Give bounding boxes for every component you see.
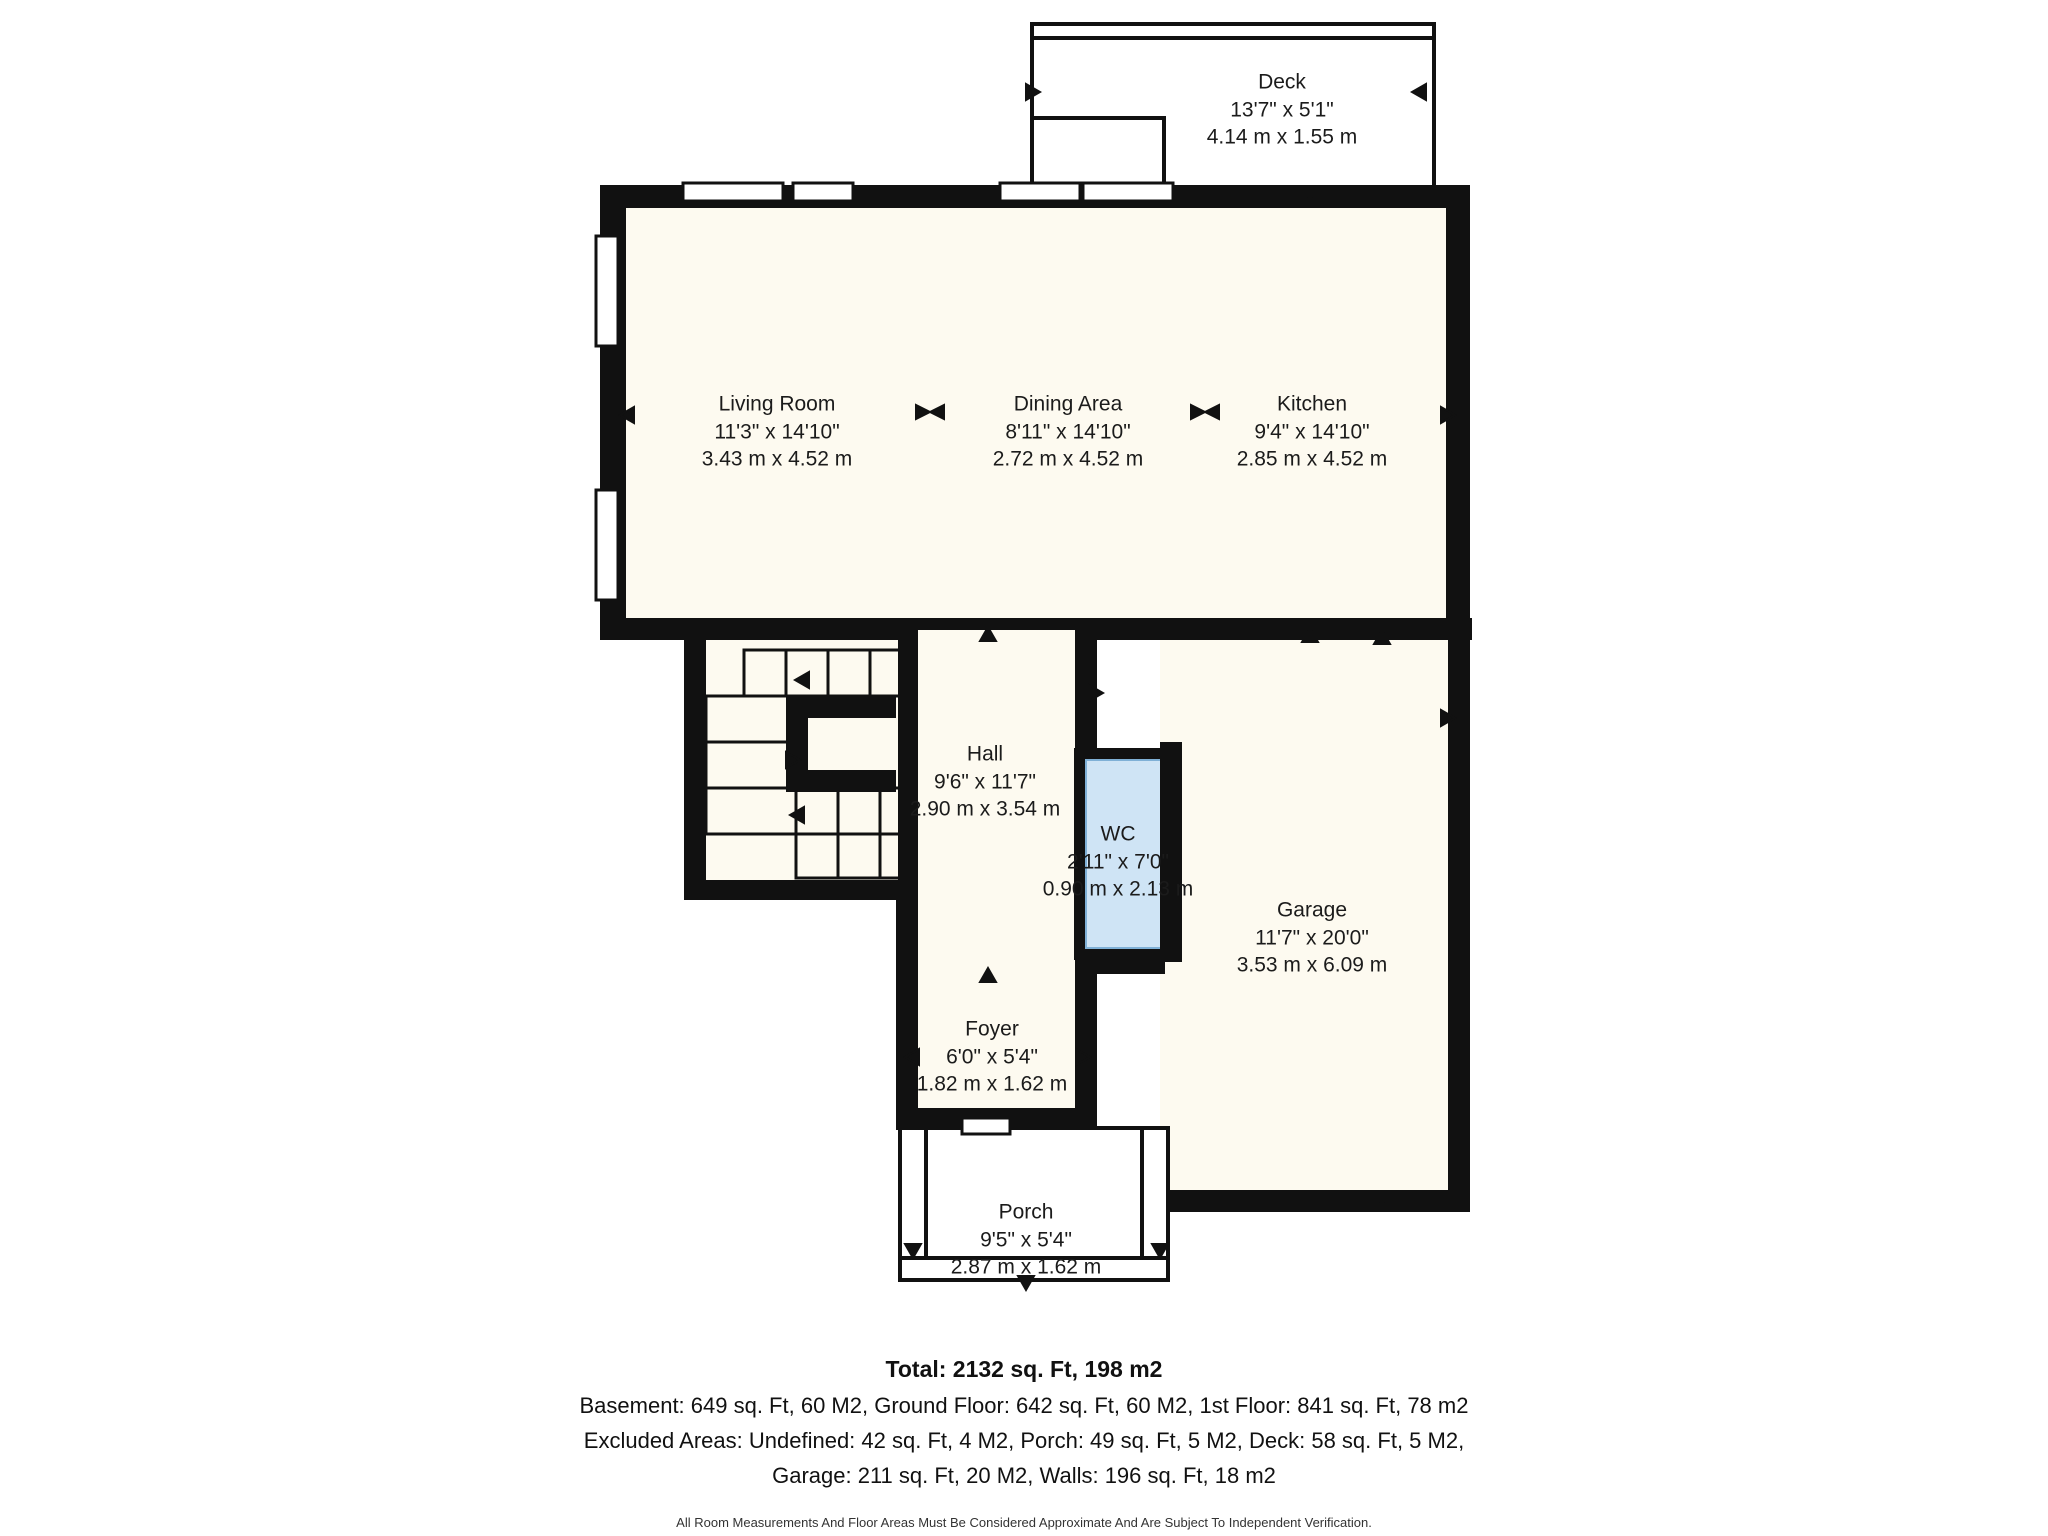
room-name: Living Room xyxy=(718,392,836,416)
room-dim-metric: 2.90 m x 3.54 m xyxy=(909,797,1061,821)
room-name: WC xyxy=(1100,822,1136,846)
room-dim-metric: 3.43 m x 4.52 m xyxy=(701,447,853,471)
room-name: Hall xyxy=(966,742,1004,766)
room-name: Foyer xyxy=(965,1017,1019,1041)
area-summary xyxy=(0,1352,2048,1530)
room-dim-imperial: 2'11" x 7'0" xyxy=(1067,850,1169,874)
room-dim-imperial: 13'7" x 5'1" xyxy=(1230,98,1334,122)
room-dim-metric: 1.82 m x 1.62 m xyxy=(916,1072,1068,1096)
room-name: Porch xyxy=(998,1200,1054,1224)
room-name: Dining Area xyxy=(1013,392,1123,416)
room-dim-imperial: 6'0" x 5'4" xyxy=(946,1045,1038,1069)
room-dim-imperial: 8'11" x 14'10" xyxy=(1005,420,1131,444)
deck-outline xyxy=(1032,24,1434,192)
room-dim-imperial: 9'4" x 14'10" xyxy=(1254,420,1370,444)
room-name: Garage xyxy=(1276,898,1348,922)
room-name: Deck xyxy=(1258,70,1306,94)
upper-floor-block xyxy=(600,185,1470,640)
room-dim-imperial: 9'5" x 5'4" xyxy=(980,1228,1072,1252)
disclaimer-text: All Room Measurements And Floor Areas Must Be Considered Approximate And Are Subject To Independent Verification. xyxy=(676,1514,1372,1530)
room-dim-imperial: 9'6" x 11'7" xyxy=(934,770,1036,794)
room-name: Kitchen xyxy=(1276,392,1348,416)
excluded-areas-line2: Garage: 211 sq. Ft, 20 M2, Walls: 196 sq. Ft, 18 m2 xyxy=(772,1463,1276,1489)
room-dim-imperial: 11'3" x 14'10" xyxy=(714,420,840,444)
room-dim-metric: 0.90 m x 2.13 m xyxy=(1042,877,1194,901)
total-area: Total: 2132 sq. Ft, 198 m2 xyxy=(885,1356,1163,1382)
room-dim-metric: 2.72 m x 4.52 m xyxy=(992,447,1144,471)
room-dim-metric: 2.87 m x 1.62 m xyxy=(950,1255,1102,1279)
room-dim-imperial: 11'7" x 20'0" xyxy=(1255,926,1369,950)
room-dim-metric: 2.85 m x 4.52 m xyxy=(1236,447,1388,471)
room-dim-metric: 3.53 m x 6.09 m xyxy=(1236,953,1388,977)
excluded-areas-line1: Excluded Areas: Undefined: 42 sq. Ft, 4 M2, Porch: 49 sq. Ft, 5 M2, Deck: 58 sq. Ft, 5 M2, xyxy=(583,1427,1465,1453)
wc-room xyxy=(1074,742,1182,962)
room-dim-metric: 4.14 m x 1.55 m xyxy=(1206,125,1358,149)
porch-outline xyxy=(900,1118,1168,1280)
floor-breakdown: Basement: 649 sq. Ft, 60 M2, Ground Floor: 642 sq. Ft, 60 M2, 1st Floor: 841 sq. Ft, 78 m2 xyxy=(579,1392,1469,1418)
